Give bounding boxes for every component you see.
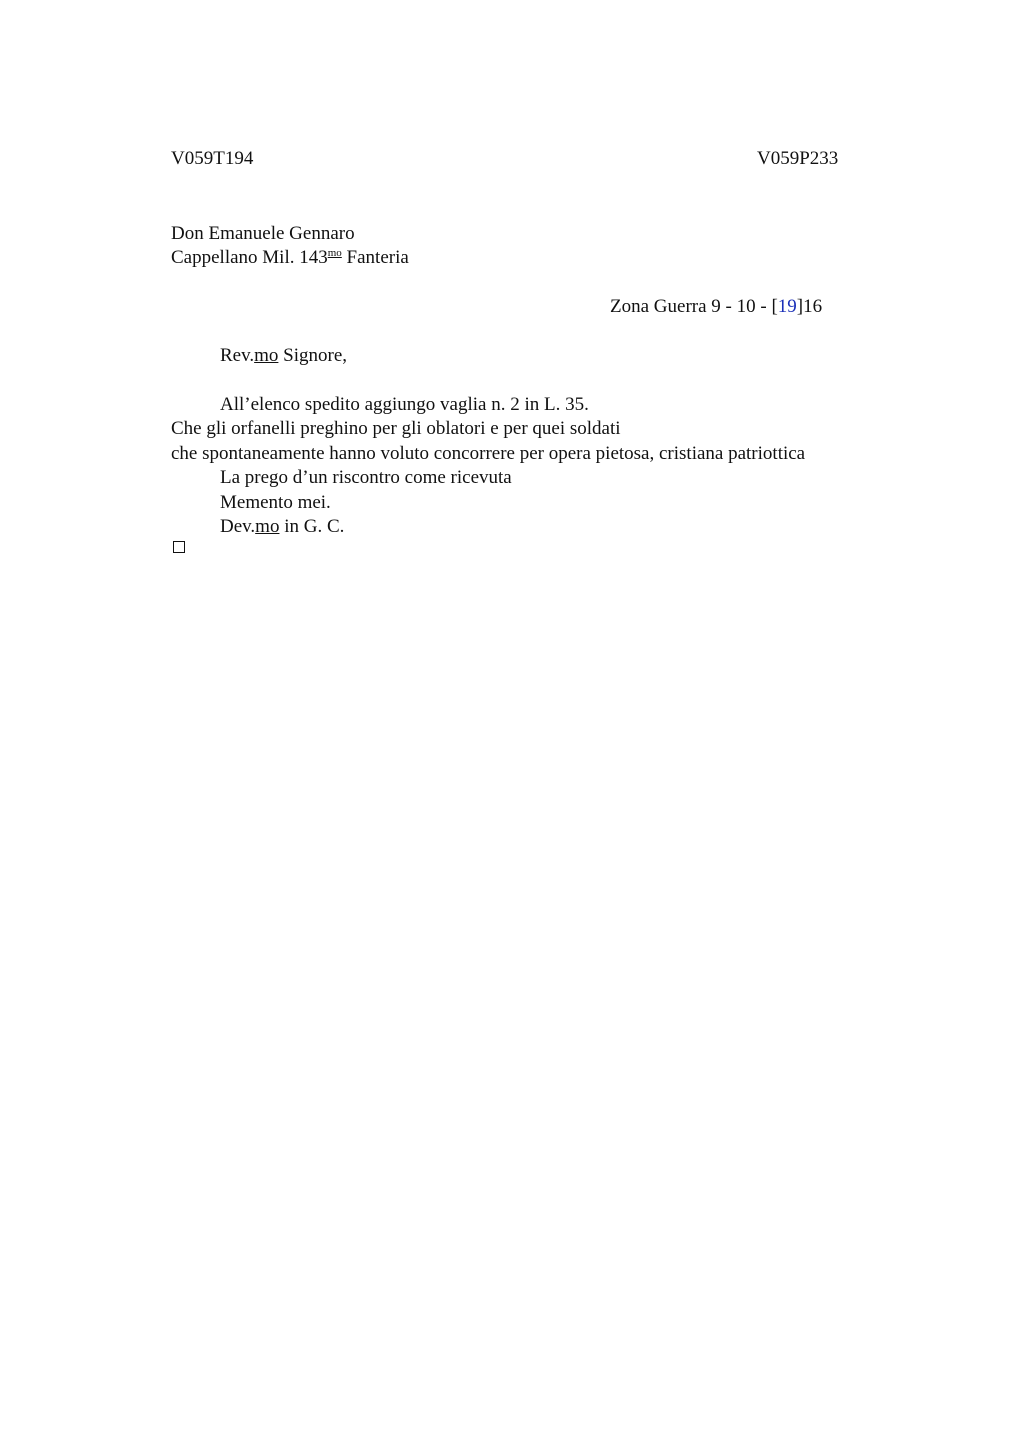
end-marker-box (173, 541, 185, 553)
sender-role-prefix: Cappellano Mil. 143 (171, 247, 328, 268)
body-line-3: che spontaneamente hanno voluto concorrere per opera pietosa, cristiana patriottica (171, 443, 806, 464)
date-year-insert: 19 (777, 296, 797, 317)
body-line-4: La prego d’un riscontro come ricevuta (220, 467, 512, 488)
document-reference-left: V059T194 (171, 148, 254, 169)
closing (220, 517, 344, 536)
closing-prefix: Dev. (220, 516, 256, 537)
body-line-5: Memento mei. (220, 492, 331, 513)
closing-suffix: in G. C. (279, 516, 345, 537)
date-close-bracket: ] (796, 296, 804, 317)
document-reference-right: V059P233 (757, 148, 839, 169)
sender-role-superscript: mo (327, 247, 342, 259)
sender-name: Don Emanuele Gennaro (171, 223, 355, 244)
date-open-bracket: [ (771, 296, 778, 317)
date-prefix: Zona Guerra 9 - 10 - (610, 296, 772, 317)
salutation (220, 346, 347, 365)
salutation-abbreviation: mo (254, 345, 279, 366)
body-line-2: Che gli orfanelli preghino per gli oblatori e per quei soldati (171, 418, 621, 439)
body-line-1: All’elenco spedito aggiungo vaglia n. 2 in L. 35. (220, 394, 589, 415)
sender-role (171, 248, 409, 267)
date-suffix: 16 (803, 296, 823, 317)
letter-date (610, 297, 822, 316)
closing-abbreviation: mo (255, 516, 280, 537)
salutation-suffix: Signore, (278, 345, 348, 366)
sender-role-suffix: Fanteria (341, 247, 409, 268)
salutation-prefix: Rev. (220, 345, 255, 366)
